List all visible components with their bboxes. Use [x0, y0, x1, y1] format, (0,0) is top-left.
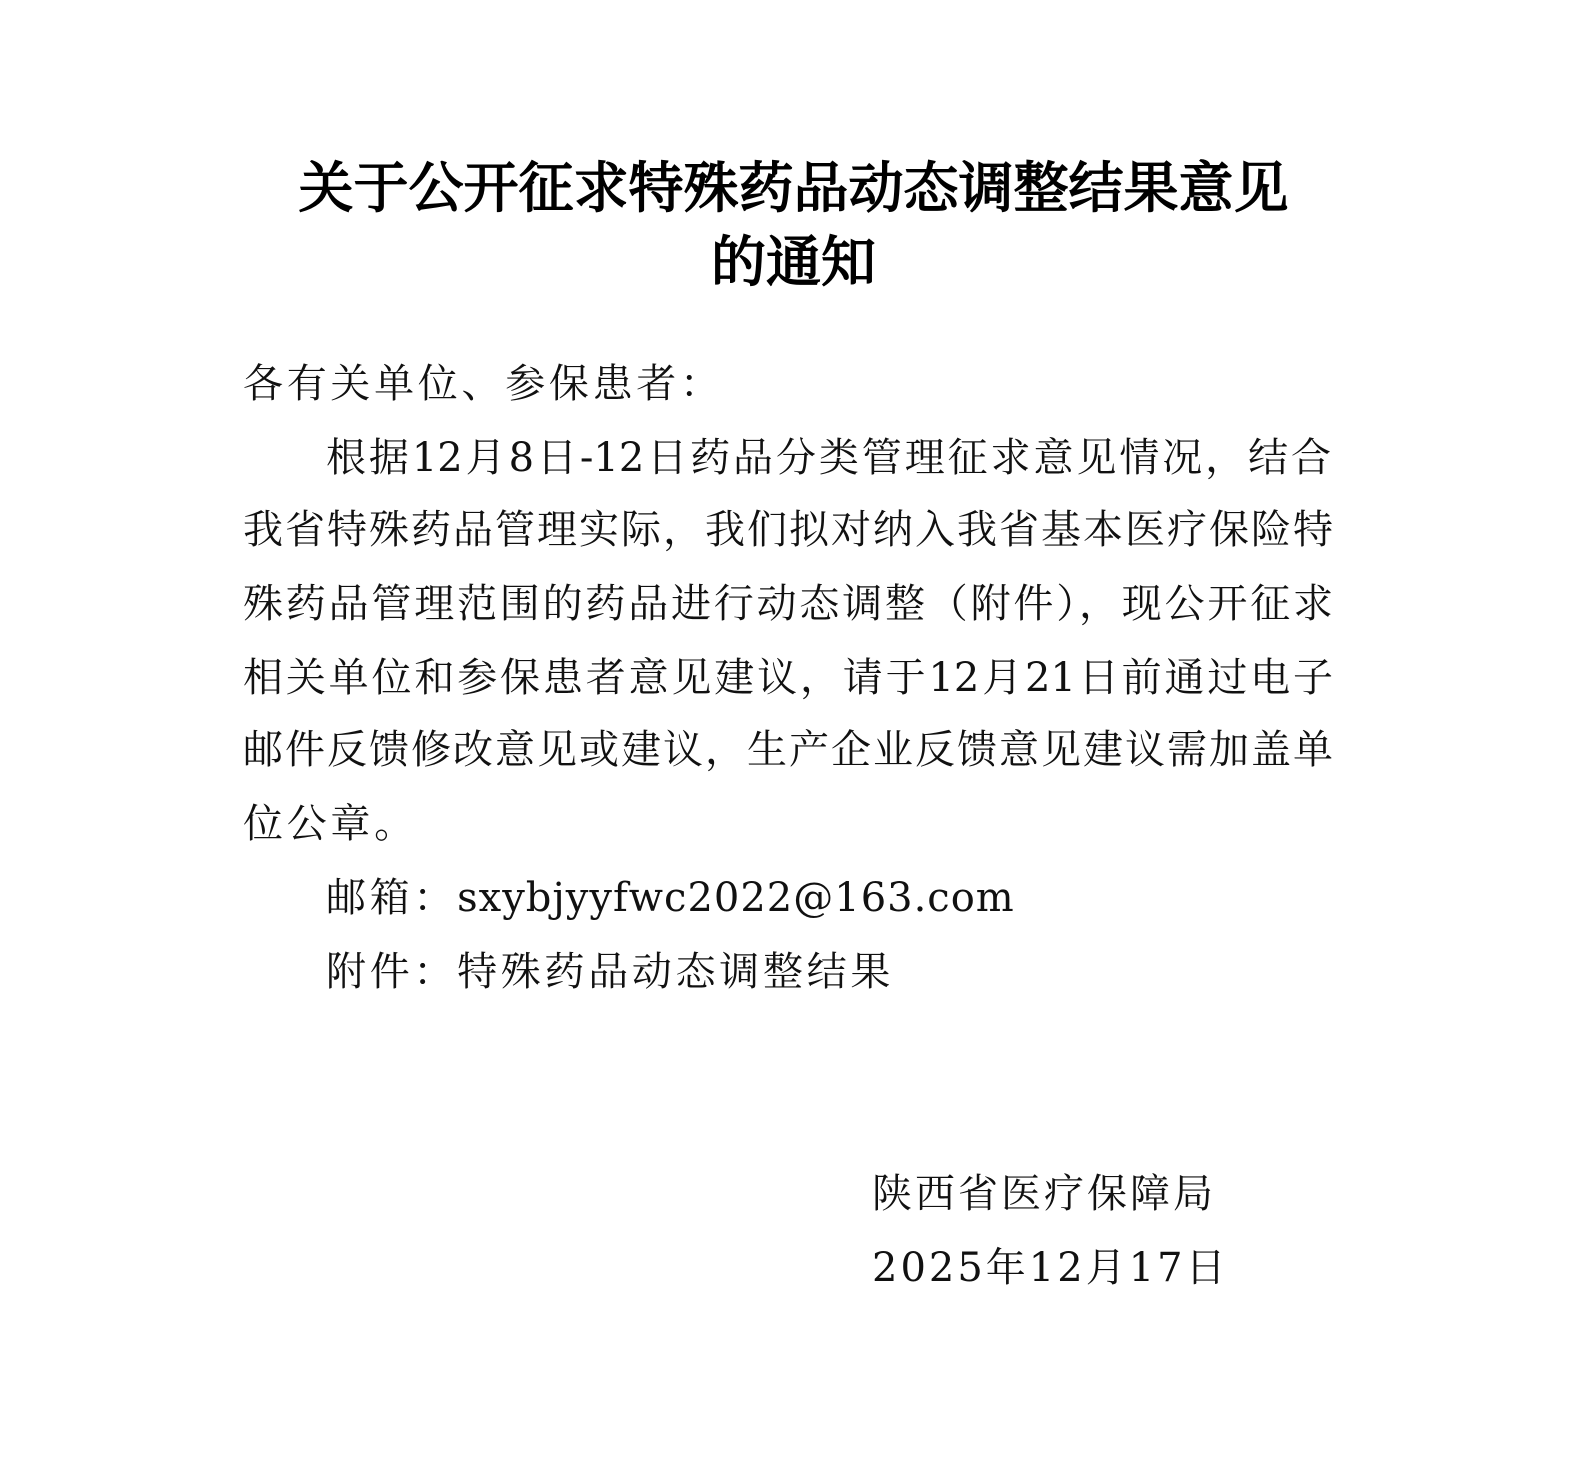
email-line	[326, 868, 1015, 928]
attachment-title: 特殊药品动态调整结果	[457, 949, 895, 995]
signature-organization: 陕西省医疗保障局	[872, 1171, 1216, 1217]
paragraph-line-1: 根据12月8日-12日药品分类管理征求意见情况，结合	[326, 435, 1331, 481]
signature-date: 2025年12月17日	[872, 1245, 1229, 1291]
email-label: 邮箱：	[326, 875, 458, 921]
paragraph-line-5: 邮件反馈修改意见或建议，生产企业反馈意见建议需加盖单	[243, 727, 1333, 773]
document-title-line-1: 关于公开征求特殊药品动态调整结果意见	[298, 155, 1289, 220]
email-address: sxybjyyfwc2022@163.com	[457, 875, 1015, 921]
paragraph-line-2: 我省特殊药品管理实际，我们拟对纳入我省基本医疗保险特	[243, 507, 1333, 553]
salutation: 各有关单位、参保患者：	[243, 361, 724, 407]
paragraph-line-6: 位公章。	[243, 801, 418, 847]
paragraph-line-3: 殊药品管理范围的药品进行动态调整（附件），现公开征求	[243, 581, 1333, 627]
paragraph-line-4: 相关单位和参保患者意见建议，请于12月21日前通过电子	[243, 655, 1333, 701]
document-title-line-2: 的通知	[710, 229, 876, 294]
attachment-line	[326, 942, 894, 1002]
attachment-label: 附件：	[326, 949, 458, 995]
